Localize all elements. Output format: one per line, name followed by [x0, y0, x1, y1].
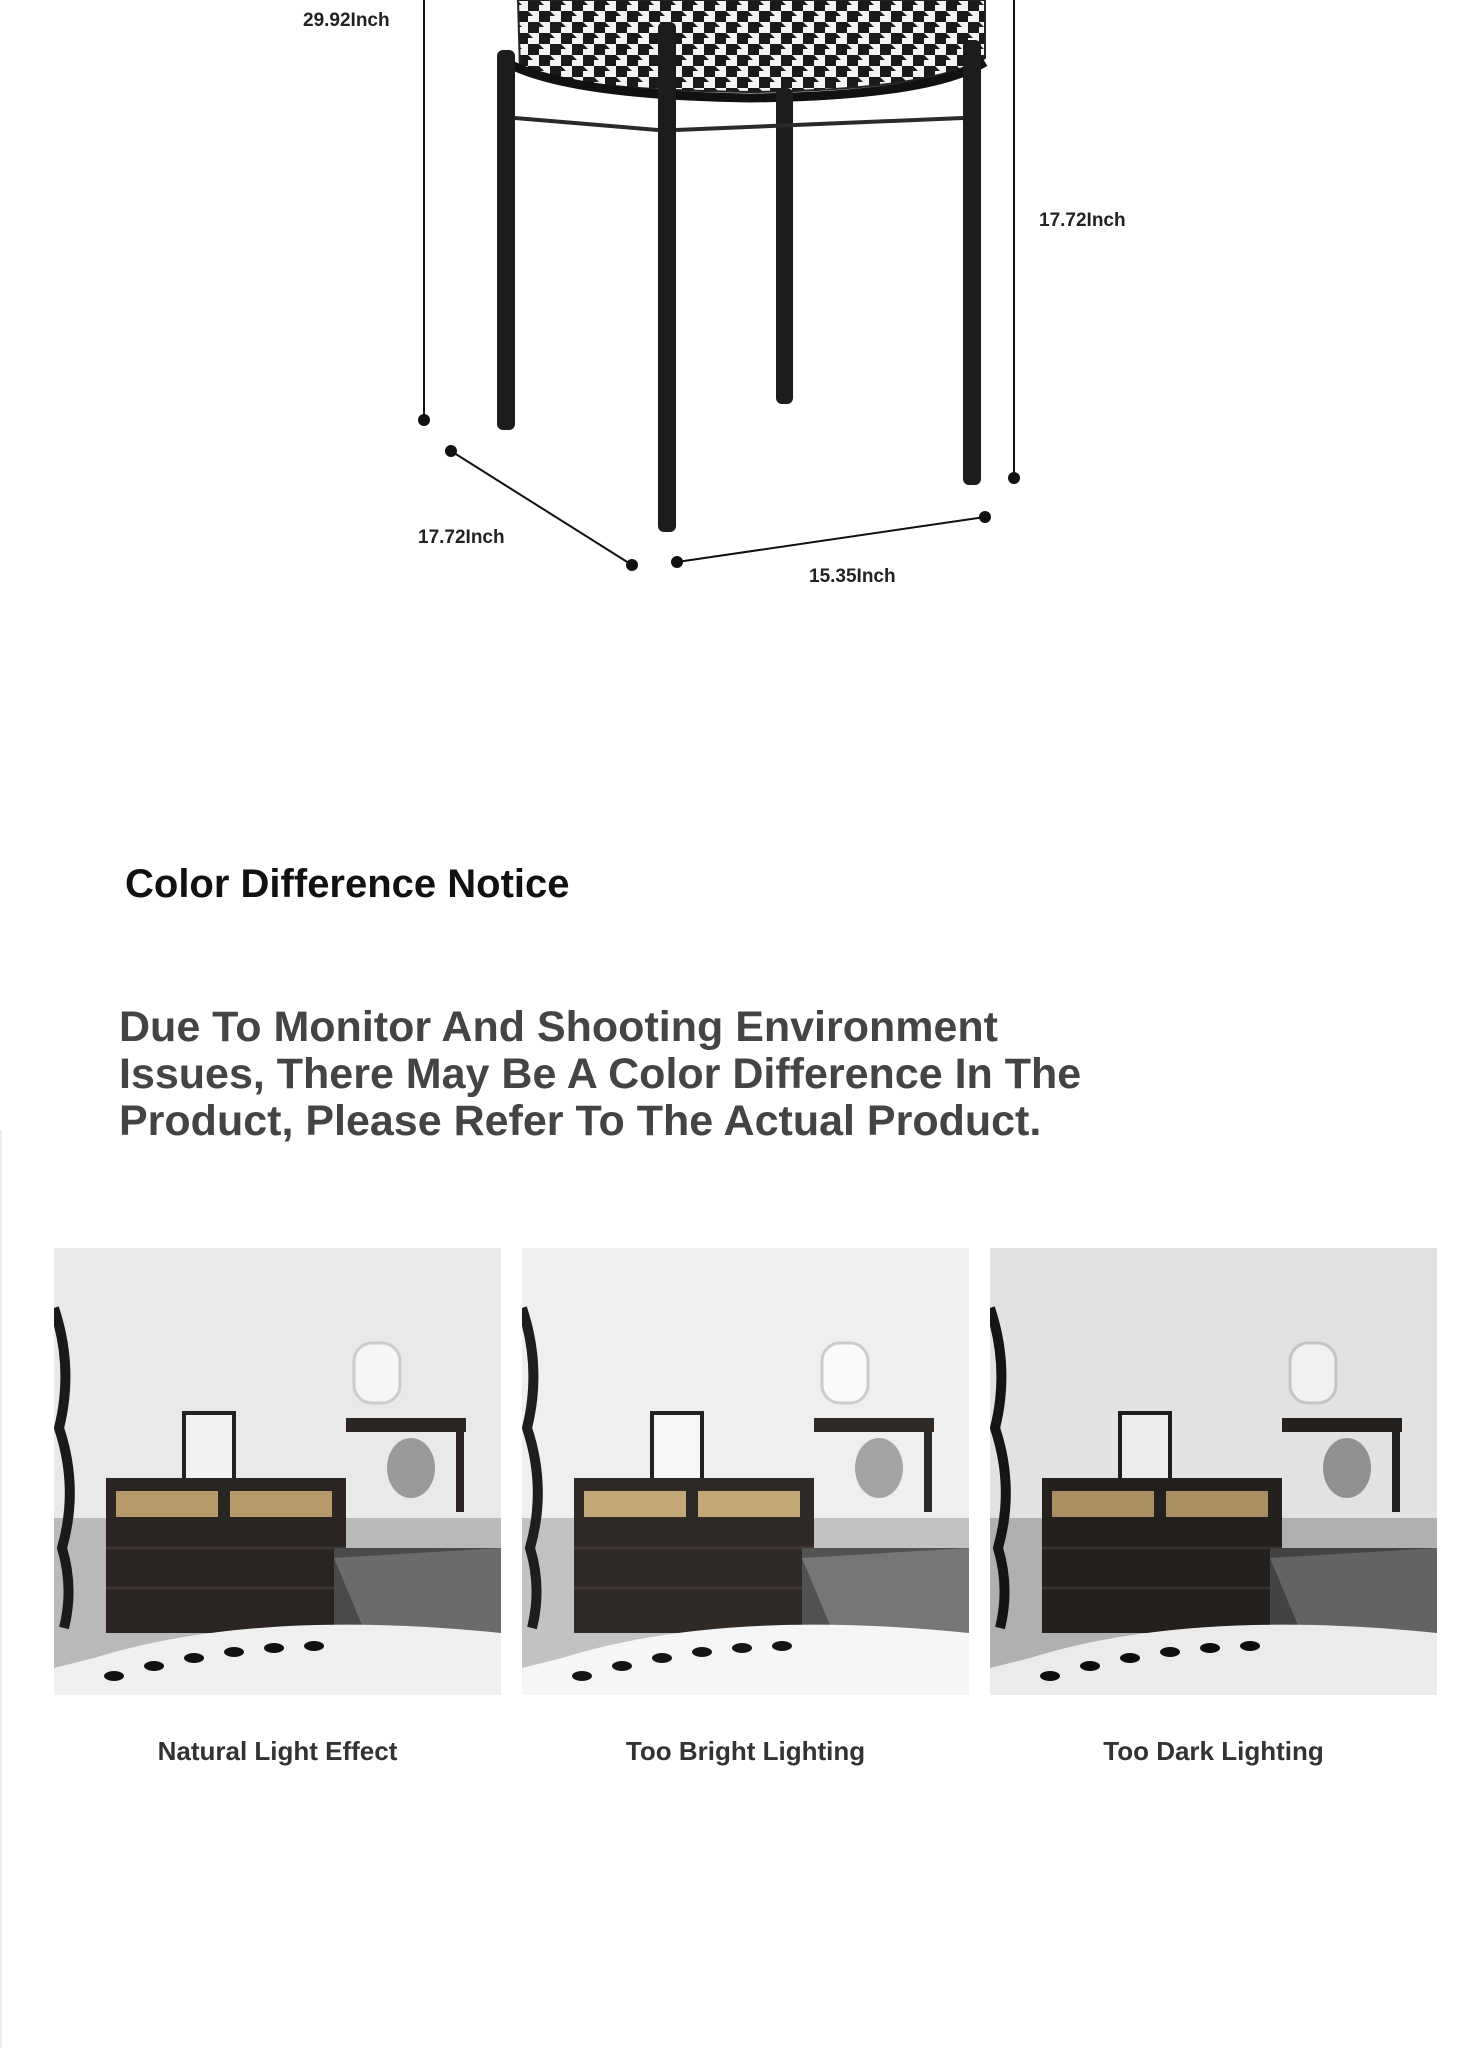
caption-dark: Too Dark Lighting — [1103, 1736, 1324, 1766]
notice-body — [119, 1004, 1119, 1145]
comparison-photo-dark — [990, 1248, 1437, 1695]
depth-label: 17.72Inch — [418, 527, 505, 548]
page-edge-divider — [0, 1130, 2, 2048]
height-total-label: 29.92Inch — [303, 10, 390, 31]
bedroom-scene-image — [990, 1248, 1437, 1695]
seat-height-label: 17.72Inch — [1039, 210, 1126, 231]
chair-illustration — [0, 0, 1462, 620]
notice-line: Product, Please Refer To The Actual Product. — [119, 1097, 1042, 1145]
width-label: 15.35Inch — [809, 566, 896, 587]
notice-line: Due To Monitor And Shooting Environment — [119, 1003, 999, 1051]
chair-dimension-diagram — [0, 0, 1462, 620]
comparison-photo-natural — [54, 1248, 501, 1695]
caption-natural: Natural Light Effect — [157, 1736, 398, 1766]
bedroom-scene-image — [54, 1248, 501, 1695]
bedroom-scene-image — [522, 1248, 969, 1695]
notice-line: Issues, There May Be A Color Difference In The — [119, 1050, 1082, 1098]
comparison-photo-bright — [522, 1248, 969, 1695]
caption-bright: Too Bright Lighting — [625, 1736, 866, 1766]
notice-title: Color Difference Notice — [125, 862, 570, 906]
